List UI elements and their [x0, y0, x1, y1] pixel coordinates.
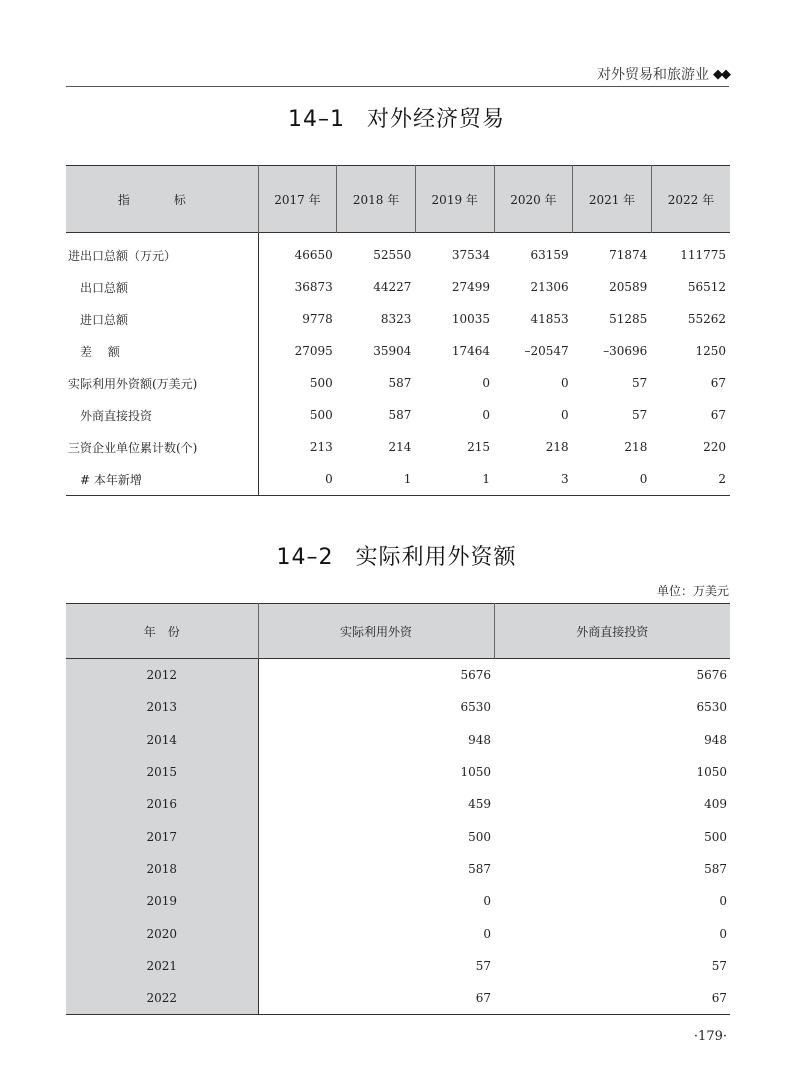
table2-title: 实际利用外资额 [355, 545, 517, 570]
table-cell: 111775 [680, 248, 726, 262]
table-row [66, 399, 730, 431]
table-cell: 6530 [696, 700, 727, 715]
year-cell: 2012 [66, 659, 258, 692]
table-cell: 1 [482, 472, 491, 486]
table-row [66, 820, 730, 852]
table-cell: 41853 [530, 312, 569, 326]
table-cell: 0 [639, 472, 648, 486]
table-cell: 0 [483, 926, 491, 941]
table-row [66, 233, 730, 272]
table-row [66, 885, 730, 917]
table-row [66, 691, 730, 723]
table-cell: 1 [403, 472, 412, 486]
unit-label: 单位：万美元 [656, 584, 729, 598]
table-cell: 213 [309, 440, 333, 454]
row-label: 三资企业单位累计数(个) [66, 431, 258, 463]
column-header: 指 标 [66, 166, 258, 233]
table1-title: 对外经济贸易 [366, 107, 505, 132]
header-rule [66, 86, 729, 87]
table-cell: 587 [468, 861, 491, 876]
table2-header-row [66, 604, 730, 659]
table-cell: 587 [704, 861, 727, 876]
table-cell: 215 [467, 440, 491, 454]
table-cell: 2 [718, 472, 726, 486]
row-label: # 本年新增 [66, 463, 258, 496]
table-cell: 1050 [696, 765, 727, 780]
table-cell: 214 [388, 440, 412, 454]
table-cell: 0 [483, 894, 491, 909]
table-cell: 1250 [695, 344, 726, 358]
column-header: 2020 年 [494, 166, 573, 233]
table-row [66, 917, 730, 949]
table-row [66, 853, 730, 885]
table-cell: 948 [704, 732, 727, 747]
column-header: 2018 年 [337, 166, 416, 233]
table-cell: 67 [475, 991, 491, 1006]
table-cell: 459 [468, 797, 491, 812]
table-row [66, 367, 730, 399]
table1-header-row [66, 166, 730, 233]
column-header: 2019 年 [415, 166, 494, 233]
table-cell: 57 [632, 408, 648, 422]
column-header: 年 份 [66, 604, 258, 659]
row-label: 外商直接投资 [66, 399, 258, 431]
table-cell: 55262 [687, 312, 726, 326]
table-cell: 0 [561, 376, 569, 390]
year-cell: 2019 [66, 885, 258, 917]
table-cell: 37534 [451, 248, 491, 262]
table-cell: 20589 [609, 280, 648, 294]
table-cell: 948 [468, 732, 491, 747]
table-row [66, 950, 730, 982]
table-cell: 21306 [530, 280, 569, 294]
table-cell: 6530 [460, 700, 491, 715]
table-cell: 35904 [373, 344, 412, 358]
table-row [66, 756, 730, 788]
table-cell: 44227 [373, 280, 412, 294]
column-header: 2021 年 [573, 166, 652, 233]
year-cell: 2021 [66, 950, 258, 982]
diamond-ornament-icon: ◆◆ [713, 66, 729, 82]
table-cell: 0 [719, 894, 727, 909]
table-row [66, 463, 730, 496]
table-cell: 0 [561, 408, 569, 422]
table-cell: 587 [388, 408, 412, 422]
table-cell: 220 [703, 440, 726, 454]
year-cell: 2017 [66, 820, 258, 852]
table2-number: 14–2 [276, 545, 334, 570]
table-cell: 409 [704, 797, 727, 812]
foreign-investment-table [66, 603, 730, 1015]
section-title: 对外贸易和旅游业 [597, 67, 709, 83]
table1-number: 14–1 [287, 107, 345, 132]
table-cell: 0 [719, 926, 727, 941]
table-cell: 8323 [380, 312, 412, 326]
table-cell: 9778 [302, 312, 333, 326]
table2-heading [0, 540, 793, 571]
table-row [66, 659, 730, 692]
foreign-trade-table [66, 165, 730, 496]
table-cell: 0 [482, 376, 491, 390]
row-label: 差 额 [66, 335, 258, 367]
table-cell: 1050 [460, 765, 491, 780]
table-cell: 27095 [294, 344, 333, 358]
table-cell: 63159 [530, 248, 569, 262]
table-cell: 17464 [451, 344, 491, 358]
table-cell: 46650 [294, 248, 333, 262]
table-cell: 3 [561, 472, 569, 486]
row-label: 进出口总额（万元） [66, 233, 258, 272]
year-cell: 2022 [66, 982, 258, 1015]
table-cell: 500 [309, 376, 333, 390]
page-number: ·179· [693, 1029, 727, 1044]
column-header: 2022 年 [651, 166, 730, 233]
table-cell: 218 [624, 440, 648, 454]
column-header: 2017 年 [258, 166, 337, 233]
table-cell: 51285 [609, 312, 648, 326]
year-cell: 2015 [66, 756, 258, 788]
table-row [66, 724, 730, 756]
row-label: 进口总额 [66, 303, 258, 335]
table-cell: 500 [468, 829, 491, 844]
table-cell: 5676 [460, 668, 491, 683]
table-row [66, 335, 730, 367]
row-label: 实际利用外资额(万美元) [66, 367, 258, 399]
table-cell: 218 [545, 440, 569, 454]
table-cell: 67 [711, 991, 727, 1006]
table-cell: 71874 [609, 248, 648, 262]
table-row [66, 788, 730, 820]
table-cell: 57 [711, 958, 727, 973]
year-cell: 2018 [66, 853, 258, 885]
column-header: 外商直接投资 [494, 604, 730, 659]
column-header: 实际利用外资 [258, 604, 494, 659]
table-cell: 36873 [294, 280, 333, 294]
table-cell: 587 [388, 376, 412, 390]
year-cell: 2016 [66, 788, 258, 820]
table-cell: 52550 [373, 248, 412, 262]
year-cell: 2014 [66, 724, 258, 756]
table-cell: 56512 [687, 280, 726, 294]
table-cell: 57 [632, 376, 648, 390]
table-cell: 67 [710, 408, 726, 422]
table-cell: 27499 [451, 280, 491, 294]
table-cell: –20547 [524, 344, 569, 358]
running-header [597, 64, 729, 84]
table-cell: 0 [482, 408, 491, 422]
table1-heading [0, 102, 793, 133]
table-cell: 5676 [696, 668, 727, 683]
row-label: 出口总额 [66, 271, 258, 303]
table-row [66, 982, 730, 1015]
year-cell: 2020 [66, 917, 258, 949]
table-row [66, 271, 730, 303]
table-cell: 57 [475, 958, 491, 973]
table-cell: 0 [325, 472, 333, 486]
table-cell: 500 [704, 829, 727, 844]
table-row [66, 431, 730, 463]
table-cell: 67 [710, 376, 726, 390]
table-row [66, 303, 730, 335]
table-cell: –30696 [603, 344, 648, 358]
table-cell: 10035 [451, 312, 491, 326]
table-cell: 500 [309, 408, 333, 422]
year-cell: 2013 [66, 691, 258, 723]
